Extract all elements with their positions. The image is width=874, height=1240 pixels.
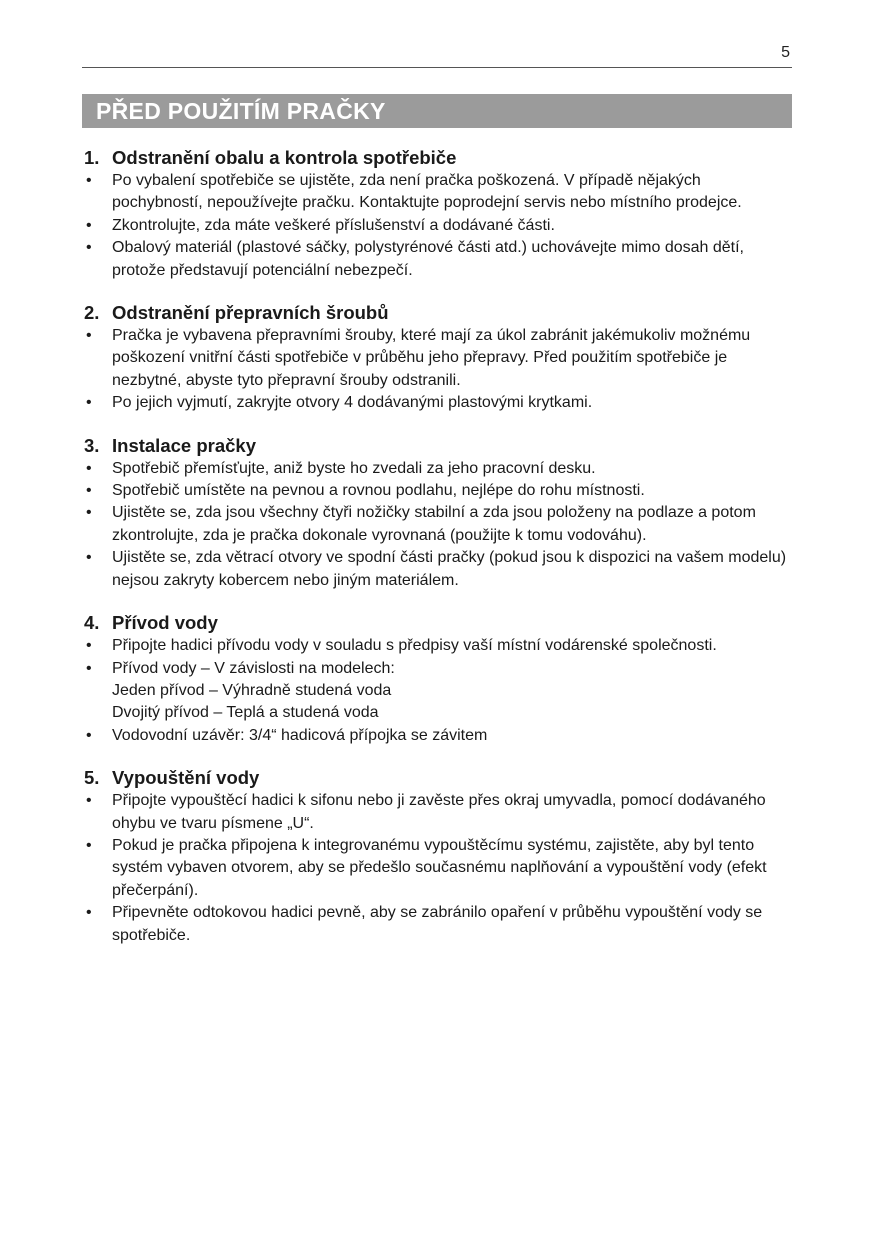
list-item	[84, 725, 794, 747]
list-item-text: Ujistěte se, zda větrací otvory ve spodní části pračky (pokud jsou k dispozici na vašem modelu) nejsou zakryty kobercem nebo jiným materiálem.	[112, 549, 787, 589]
bullet-list	[84, 325, 794, 415]
list-item	[84, 835, 794, 902]
list-item-text: Ujistěte se, zda jsou všechny čtyři nožičky stabilní a zda jsou položeny na podlaze a potom zkontrolujte, zda je pračka dokonale vyrovnaná (použijte k tomu vodováhu).	[112, 504, 756, 544]
bullet-icon: •	[86, 792, 92, 810]
bullet-icon: •	[86, 904, 92, 922]
list-item	[84, 480, 794, 502]
list-item	[84, 458, 794, 480]
bullet-list	[84, 790, 794, 947]
section-2	[84, 301, 794, 415]
section-number: 3.	[84, 434, 100, 456]
list-item-text: Po jejich vyjmutí, zakryjte otvory 4 dodávanými plastovými krytkami.	[112, 394, 593, 412]
section-number: 2.	[84, 302, 100, 324]
document-body	[84, 146, 794, 966]
sub-item-text: Jeden přívod – Výhradně studená voda	[112, 681, 392, 699]
page-title: PŘED POUŽITÍM PRAČKY	[96, 98, 386, 124]
page-number: 5	[781, 44, 790, 61]
section-heading	[84, 611, 794, 635]
section-heading	[84, 146, 794, 170]
list-item	[84, 392, 794, 414]
section-number: 4.	[84, 612, 100, 634]
bullet-icon: •	[86, 459, 92, 477]
section-number: 1.	[84, 147, 100, 168]
list-item-text: Obalový materiál (plastové sáčky, polystyrénové části atd.) uchovávejte mimo dosah dětí, protože představují potenciální nebezpečí.	[112, 239, 744, 279]
bullet-icon: •	[86, 216, 92, 234]
list-item	[84, 237, 794, 282]
list-item-text: Připojte hadici přívodu vody v souladu s předpisy vaší místní vodárenské společnosti.	[112, 637, 717, 655]
section-title: Instalace pračky	[112, 434, 256, 456]
section-heading	[84, 301, 794, 325]
bullet-icon: •	[86, 239, 92, 257]
bullet-icon: •	[86, 394, 92, 412]
list-item-text: Pračka je vybavena přepravními šrouby, které mají za úkol zabránit jakémukoliv možnému poškození vnitřní části spotřebiče v průběhu jeho přepravy. Před použitím spotřebiče je nezbytné, abyste tyto přepravní šrouby odstranili.	[112, 327, 751, 389]
bullet-icon: •	[86, 836, 92, 854]
section-5	[84, 766, 794, 947]
list-item-text: Připevněte odtokovou hadici pevně, aby se zabránilo opaření v průběhu vypouštění vody se spotřebiče.	[112, 904, 763, 944]
header-rule	[82, 67, 792, 68]
section-title-bar	[82, 94, 792, 128]
list-item	[84, 325, 794, 392]
section-heading	[84, 766, 794, 790]
bullet-icon: •	[86, 549, 92, 567]
bullet-icon: •	[86, 659, 92, 677]
section-heading	[84, 434, 794, 458]
section-number: 5.	[84, 767, 100, 789]
list-item-text: Vodovodní uzávěr: 3/4“ hadicová přípojka se závitem	[112, 726, 488, 744]
section-title: Přívod vody	[112, 612, 218, 634]
list-item	[84, 902, 794, 947]
list-item	[84, 790, 794, 835]
bullet-icon: •	[86, 172, 92, 189]
section-title: Vypouštění vody	[112, 767, 260, 789]
list-item-text: Pokud je pračka připojena k integrovanému vypouštěcímu systému, zajistěte, aby byl tento systém vybaven otvorem, aby se předešlo současnému naplňování a vypouštění vody (efekt přečerpání).	[112, 836, 767, 899]
bullet-list	[84, 458, 794, 592]
section-1	[84, 146, 794, 282]
list-item-text: Zkontrolujte, zda máte veškeré příslušenství a dodávané části.	[112, 216, 555, 234]
bullet-icon: •	[86, 482, 92, 500]
section-title: Odstranění přepravních šroubů	[112, 302, 389, 324]
list-item-text: Spotřebič přemísťujte, aniž byste ho zvedali za jeho pracovní desku.	[112, 459, 596, 477]
sub-item-text: Dvojitý přívod – Teplá a studená voda	[112, 704, 379, 722]
list-item-text: Spotřebič umístěte na pevnou a rovnou podlahu, nejlépe do rohu místnosti.	[112, 482, 645, 500]
bullet-list	[84, 635, 794, 747]
list-item-text: Po vybalení spotřebiče se ujistěte, zda není pračka poškozená. V případě nějakých pochybností, nepoužívejte pračku. Kontaktujte poprodejní servis nebo místního prodejce.	[112, 172, 742, 212]
list-item	[84, 547, 794, 592]
section-3	[84, 434, 794, 592]
bullet-icon: •	[86, 327, 92, 345]
list-item	[84, 502, 794, 547]
list-item	[84, 635, 794, 657]
list-item	[84, 170, 794, 215]
bullet-icon: •	[86, 504, 92, 522]
bullet-icon: •	[86, 726, 92, 744]
list-item	[84, 215, 794, 237]
section-title: Odstranění obalu a kontrola spotřebiče	[112, 147, 457, 168]
list-item	[84, 658, 794, 725]
list-item-text: Připojte vypouštěcí hadici k sifonu nebo ji zavěste přes okraj umyvadla, pomocí dodávaného ohybu ve tvaru písmene „U“.	[112, 792, 766, 832]
bullet-list	[84, 170, 794, 282]
list-item-text: Přívod vody – V závislosti na modelech:	[112, 659, 395, 677]
bullet-icon: •	[86, 637, 92, 655]
section-4	[84, 611, 794, 747]
